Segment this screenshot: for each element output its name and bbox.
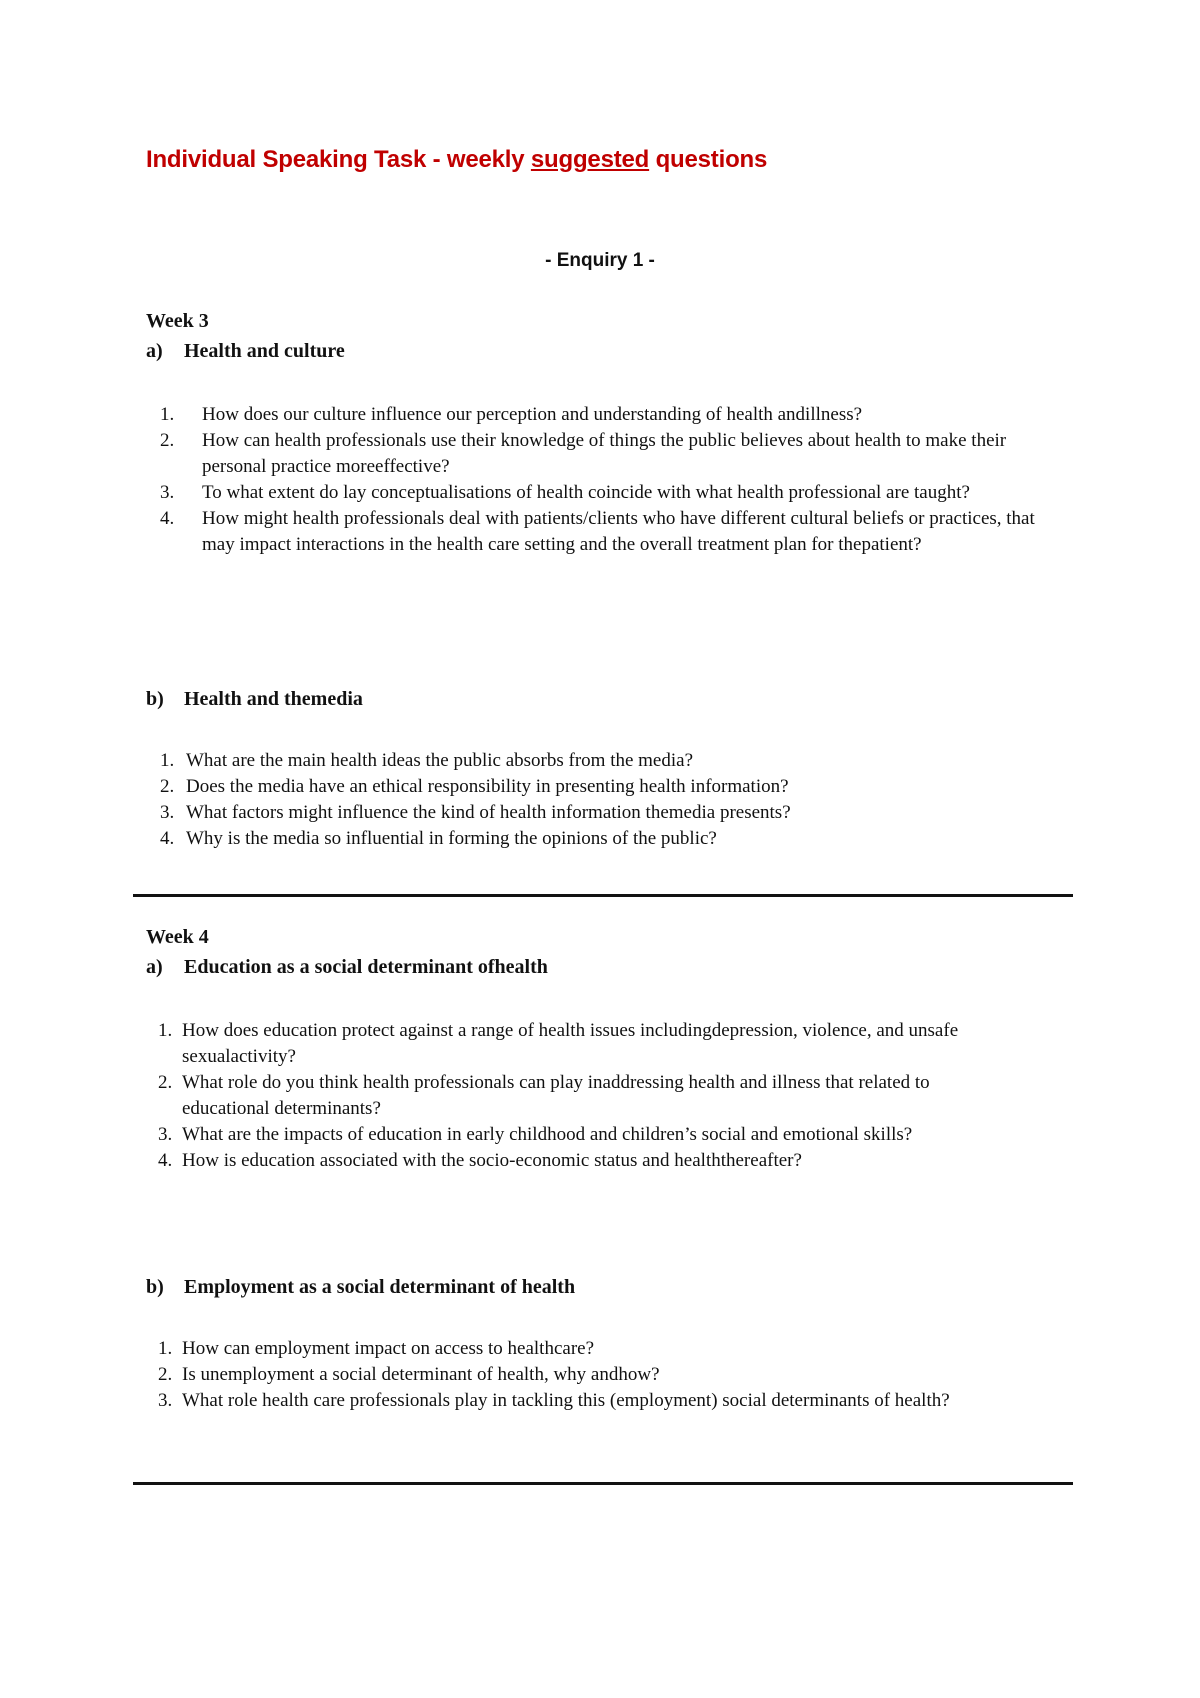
section-letter: a) (146, 340, 163, 362)
list-item (158, 1122, 978, 1148)
question-text: How might health professionals deal with patients/clients who have different cultural beliefs or practices, that may impact interactions in the health care setting and the overall treatment plan for thepatient? (202, 508, 1035, 555)
question-text: To what extent do lay conceptualisations of health coincide with what health professional are taught? (202, 482, 970, 503)
list-item (158, 1148, 978, 1174)
list-item (158, 1388, 1008, 1414)
week-4-section-b-heading (146, 1276, 575, 1299)
title-part-2: questions (649, 146, 768, 173)
question-text: What are the impacts of education in early childhood and children’s social and emotional skills? (182, 1124, 913, 1145)
question-text: What role health care professionals play in tackling this (employment) social determinants of health? (182, 1390, 950, 1411)
question-text: How is education associated with the socio-economic status and healththereafter? (182, 1150, 802, 1171)
document-title (146, 146, 767, 174)
list-item (160, 748, 1060, 774)
question-text: Why is the media so influential in forming the opinions of the public? (186, 828, 717, 849)
list-item (160, 826, 1060, 852)
question-number: 3. (158, 1390, 173, 1411)
section-divider (133, 894, 1073, 897)
title-part-1: Individual Speaking Task - weekly (146, 146, 531, 173)
question-text: What factors might influence the kind of health information themedia presents? (186, 802, 791, 823)
section-title: Employment as a social determinant of health (184, 1276, 576, 1298)
list-item (158, 1336, 1008, 1362)
week-3-section-b-questions (160, 748, 1060, 852)
week-3-heading: Week 3 (146, 310, 209, 332)
question-number: 1. (160, 404, 175, 425)
list-item (158, 1070, 978, 1122)
question-number: 2. (158, 1364, 173, 1385)
question-text: Does the media have an ethical responsibility in presenting health information? (186, 776, 789, 797)
section-letter: b) (146, 1276, 164, 1298)
question-text: How can employment impact on access to healthcare? (182, 1338, 595, 1359)
question-number: 2. (160, 776, 175, 797)
section-title: Education as a social determinant ofhealth (184, 956, 548, 978)
week-4-section-b-questions (158, 1336, 1008, 1414)
week-4-heading: Week 4 (146, 926, 209, 948)
list-item (158, 1018, 978, 1070)
question-number: 1. (158, 1338, 173, 1359)
section-letter: a) (146, 956, 163, 978)
list-item (158, 1362, 1008, 1388)
question-number: 4. (160, 828, 175, 849)
question-number: 1. (160, 750, 175, 771)
title-underlined-word: suggested (530, 146, 650, 173)
list-item (160, 428, 1060, 480)
question-text: Is unemployment a social determinant of health, why andhow? (182, 1364, 660, 1385)
question-number: 4. (158, 1150, 173, 1171)
list-item (160, 480, 1060, 506)
week-3-section-a-questions (160, 402, 1060, 558)
question-text: What role do you think health professionals can play inaddressing health and illness that related to educational determinants? (182, 1072, 930, 1119)
section-title: Health and themedia (184, 688, 363, 710)
question-number: 1. (158, 1020, 173, 1041)
list-item (160, 506, 1060, 558)
section-divider (133, 1482, 1073, 1485)
question-number: 2. (158, 1072, 173, 1093)
section-title: Health and culture (184, 340, 345, 362)
list-item (160, 800, 1060, 826)
question-text: How does our culture influence our perception and understanding of health andillness? (202, 404, 863, 425)
question-text: What are the main health ideas the public absorbs from the media? (186, 750, 694, 771)
question-number: 3. (160, 482, 175, 503)
question-number: 3. (158, 1124, 173, 1145)
week-3-section-b-heading (146, 688, 363, 711)
enquiry-heading: - Enquiry 1 - (545, 250, 655, 271)
list-item (160, 774, 1060, 800)
list-item (160, 402, 1060, 428)
week-4-section-a-heading (146, 956, 548, 979)
section-letter: b) (146, 688, 164, 710)
question-number: 2. (160, 430, 175, 451)
question-number: 4. (160, 508, 175, 529)
question-text: How does education protect against a range of health issues includingdepression, violence, and unsafe sexualactivity? (182, 1020, 959, 1067)
week-4-section-a-questions (158, 1018, 978, 1174)
question-number: 3. (160, 802, 175, 823)
week-3-section-a-heading (146, 340, 345, 363)
question-text: How can health professionals use their knowledge of things the public believes about health to make their personal practice moreeffective? (202, 430, 1007, 477)
